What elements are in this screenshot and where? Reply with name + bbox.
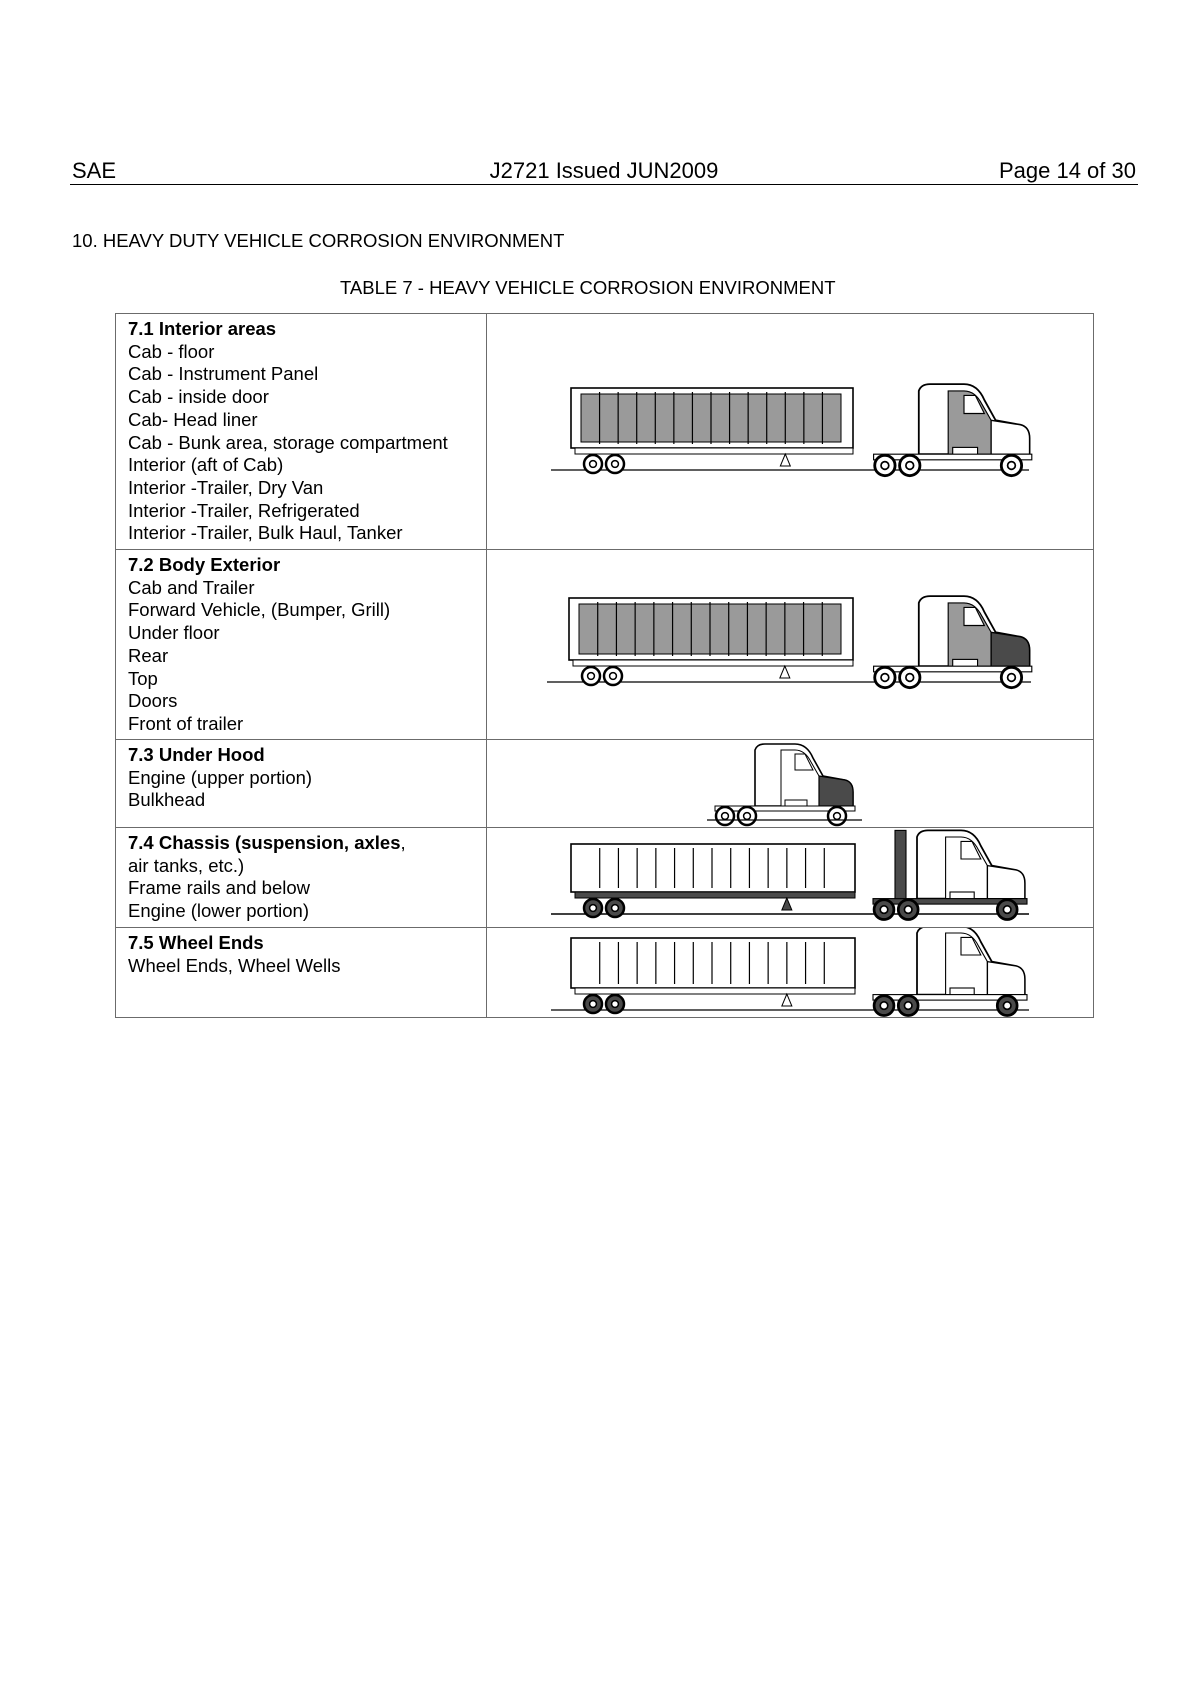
category-title: 7.1 Interior areas — [128, 318, 277, 339]
category-title: 7.3 Under Hood — [128, 744, 265, 765]
figure-cell — [487, 314, 1094, 550]
figure-cell — [487, 928, 1094, 1018]
category-item: Engine (upper portion) — [128, 766, 313, 788]
page-header — [70, 156, 1138, 185]
category-item: Interior -Trailer, Dry Van — [128, 476, 324, 498]
figure-cell — [487, 740, 1094, 828]
category-item: Wheel Ends, Wheel Wells — [128, 954, 341, 976]
category-item: Cab - inside door — [128, 386, 269, 408]
table-row — [116, 928, 1094, 1018]
category-item: Doors — [128, 690, 178, 712]
category-item: Rear — [128, 644, 169, 666]
category-item: Cab - floor — [128, 340, 215, 362]
semi-truck-wheel-ends-icon — [487, 928, 1093, 1018]
category-title: 7.5 Wheel Ends — [128, 932, 264, 953]
corrosion-environment-table — [115, 313, 1094, 1018]
semi-truck-exterior-icon — [487, 550, 1093, 740]
category-item: Engine (lower portion) — [128, 900, 309, 922]
header-org: SAE — [72, 158, 117, 183]
category-cell — [116, 828, 487, 928]
category-title-suffix: , — [400, 832, 406, 853]
category-cell — [116, 314, 487, 550]
header-page-number: Page 14 of 30 — [998, 158, 1136, 183]
category-item: Under floor — [128, 622, 220, 644]
category-cell — [116, 550, 487, 740]
category-title-text: 7.4 Chassis (suspension, axles — [128, 832, 401, 853]
tractor-cab-icon — [487, 740, 1093, 828]
category-item: Interior (aft of Cab) — [128, 454, 284, 476]
header-document-id: J2721 Issued JUN2009 — [489, 158, 719, 183]
category-title — [128, 832, 486, 855]
category-item: Frame rails and below — [128, 877, 310, 899]
category-item: Cab- Head liner — [128, 408, 258, 430]
category-item: Cab and Trailer — [128, 576, 255, 598]
category-item: Forward Vehicle, (Bumper, Grill) — [128, 599, 391, 621]
category-cell — [116, 740, 487, 828]
category-cell — [116, 928, 487, 1018]
table-row — [116, 828, 1094, 928]
table-row — [116, 314, 1094, 550]
table-caption: TABLE 7 - HEAVY VEHICLE CORROSION ENVIRONMENT — [340, 277, 836, 298]
category-item: Interior -Trailer, Bulk Haul, Tanker — [128, 522, 403, 544]
table-row — [116, 550, 1094, 740]
category-item: air tanks, etc.) — [128, 854, 245, 876]
category-item: Interior -Trailer, Refrigerated — [128, 499, 360, 521]
figure-cell — [487, 828, 1094, 928]
category-item: Front of trailer — [128, 712, 244, 734]
category-item: Top — [128, 667, 158, 689]
category-title: 7.2 Body Exterior — [128, 554, 281, 575]
semi-truck-interior-icon — [487, 314, 1093, 550]
category-item: Bulkhead — [128, 789, 206, 811]
figure-cell — [487, 550, 1094, 740]
category-item: Cab - Bunk area, storage compartment — [128, 431, 448, 453]
semi-truck-chassis-icon — [487, 828, 1093, 928]
section-heading: 10. HEAVY DUTY VEHICLE CORROSION ENVIRONMENT — [72, 230, 565, 251]
table-row — [116, 740, 1094, 828]
category-item: Cab - Instrument Panel — [128, 363, 319, 385]
